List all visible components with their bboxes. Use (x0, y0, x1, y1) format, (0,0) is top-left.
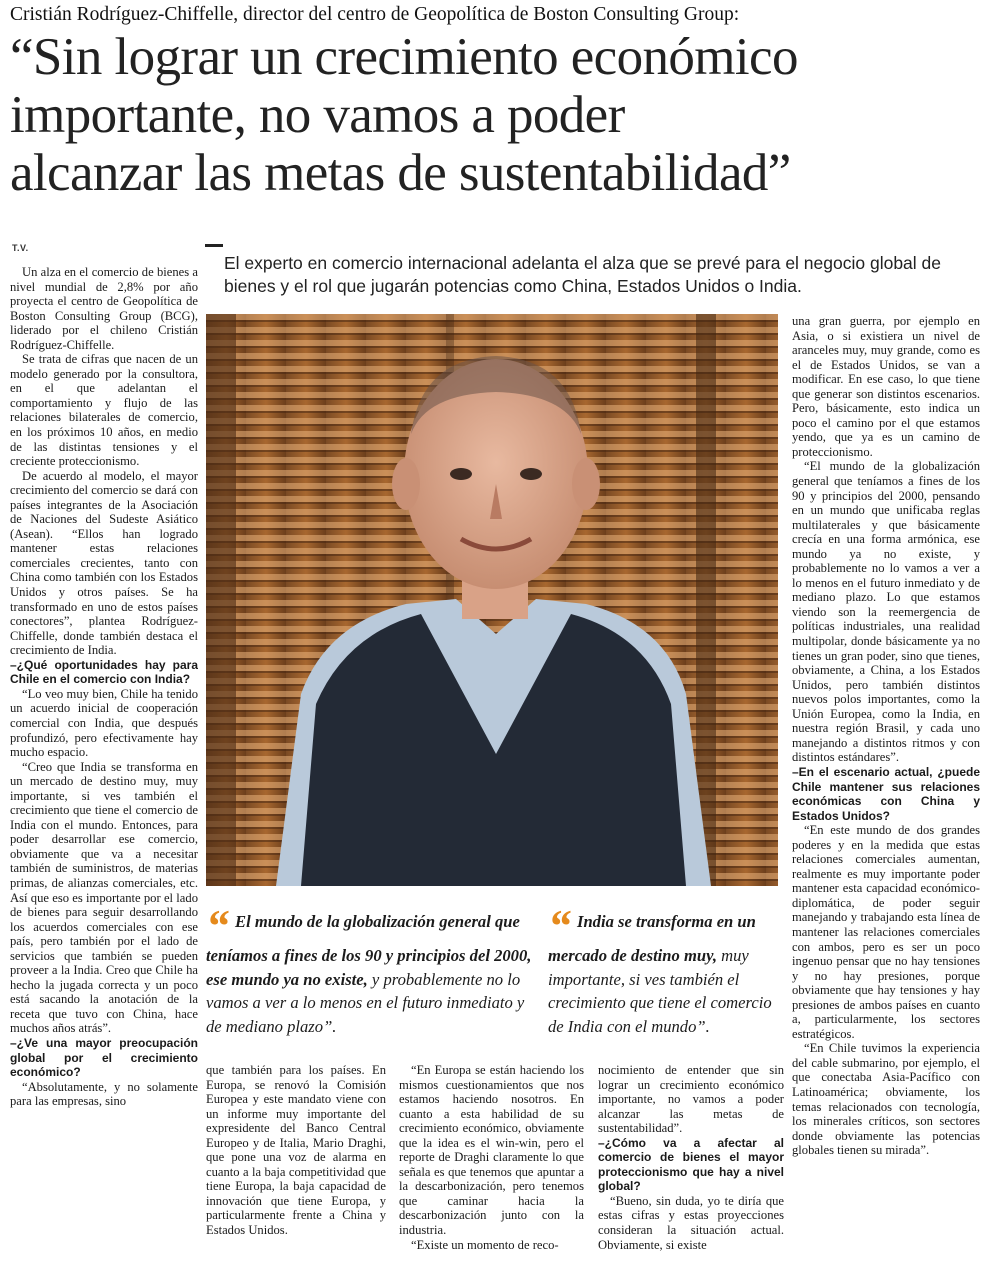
kicker: Cristián Rodríguez-Chiffelle, director del centro de Geopolítica de Boston Consulting Group: (10, 4, 740, 25)
portrait-photo (206, 314, 778, 886)
paragraph: “El mundo de la globalización general que teníamos a fines de los 90 y principios del 2000, pensando en un mundo que unificaba reglas multilaterales y que básicamente crecía en una forma armónica, ese mundo ya no existe, y probablemente no lo vamos a ver a lo menos en el futuro inmediato y de mediano plazo. Lo que estamos viendo son la reemergencia de políticas industriales, una realidad multipolar, donde básicamente ya no tienes un gran poder, sino que tienes, obviamente, a China, a los Estados Unidos, pero también distintos nuevos polos importantes, como la Unión Europea, como la India, en nuestra región Brasil, y cada uno manejando a distintos ritmos y con distintos estándares”. (792, 459, 980, 765)
paragraph: “Lo veo muy bien, Chile ha tenido un acuerdo inicial de cooperación comercial con India, que después profundizó, pero efectivamente hay mucho espacio. (10, 686, 198, 760)
quote-mark-icon: “ (206, 900, 229, 951)
pull-quote-1 (206, 900, 536, 1038)
portrait-illustration (206, 314, 778, 886)
column-1 (10, 265, 198, 1260)
paragraph: “En este mundo de dos grandes poderes y en la medida que estas relaciones comerciales aumentan, realmente es muy importante poder mantener esta capacidad económico-diplomática, de poder seguir manejando y trabajando esta línea de mantener las relaciones comerciales con ambos, pero es ser un poco ingenuo pensar que no hay tensiones y no hay presiones, porque obviamente que hay tensiones y hay presiones de ambos países en cuanto a, particularmente, los sectores estratégicos. (792, 823, 980, 1041)
interview-question: –¿Ve una mayor preocupación global por el crecimiento económico? (10, 1035, 198, 1080)
dek: El experto en comercio internacional adelanta el alza que se prevé para el negocio global de bienes y el rol que jugarán potencias como China, Estados Unidos o India. (224, 253, 941, 296)
pull-quote-2 (548, 900, 788, 1038)
column-5 (792, 314, 980, 1260)
interview-question: –¿Qué oportunidades hay para Chile en el comercio con India? (10, 657, 198, 687)
paragraph: De acuerdo al modelo, el mayor crecimiento del comercio se dará con países integrantes de la Asociación de Naciones del Sudeste Asiático (Asean). “Ellos han logrado mantener estas relaciones comerciales crecientes, tanto con China como también con los Estados Unidos y otros países. Se ha transformado en uno de estos países conectores”, plantea Rodríguez-Chiffelle, donde también destaca el crecimiento de India. (10, 468, 198, 658)
interview-question: –¿Cómo va a afectar al comercio de bienes el mayor proteccionismo que hay a nivel global? (598, 1135, 784, 1194)
interview-question: –En el escenario actual, ¿puede Chile mantener sus relaciones económicas con China y Estados Unidos? (792, 764, 980, 823)
pull-quote-1-bold: El mundo de la globalización general que teníamos a fines de los 90 y principios del 2000, ese mundo ya no existe, (206, 912, 532, 989)
paragraph: que también para los países. En Europa, se renovó la Comisión Europea y este mandato viene con un informe muy importante del expresidente del Banco Central Europeo y de Italia, Mario Draghi, que pone una voz de alarma en cuanto a la baja competitividad que tiene Europa, la baja capacidad de innovación que tiene Europa, y particularmente frente a China y Estados Unidos. (206, 1063, 386, 1238)
column-3 (399, 1063, 584, 1258)
paragraph: “En Europa se están haciendo los mismos cuestionamientos que nos estamos haciendo nosotros. En cuanto a esta habilidad de su crecimiento económico, obviamente que la idea es el win-win, pero el reporte de Draghi claramente lo que señala es que tenemos que apuntar a la descarbonización, pero tenemos que caminar hacia la descarbonización junto con la industria. (399, 1063, 584, 1238)
divider (205, 244, 223, 247)
headline-line: “Sin lograr un crecimiento económico (10, 28, 798, 86)
quote-mark-icon: “ (548, 900, 571, 951)
paragraph: Se trata de cifras que nacen de un modelo generado por la consultora, en el que adelantan el comportamiento y flujo de las relaciones bilaterales de comercio, en los próximos 10 años, en medio de las distintas tensiones y el creciente proteccionismo. (10, 352, 198, 469)
column-2 (206, 1063, 386, 1258)
paragraph: Un alza en el comercio de bienes a nivel mundial de 2,8% por año proyecta el centro de Geopolítica de Boston Consulting Group (BCG), liderado por el chileno Cristián Rodríguez-Chiffelle. (10, 265, 198, 352)
pull-quote-2-bold: India se transforma en un mercado de destino muy, (548, 912, 756, 965)
paragraph: “Absolutamente, y no solamente para las empresas, sino (10, 1079, 198, 1109)
pull-quote-2-rest: muy importante, si ves también el crecimiento que tiene el comercio de India con el mundo”. (548, 946, 772, 1036)
byline: T.V. (12, 243, 29, 253)
headline-line: alcanzar las metas de sustentabilidad” (10, 144, 791, 202)
headline (10, 28, 985, 202)
paragraph: “En Chile tuvimos la experiencia del cable submarino, por ejemplo, el que conectaba Asia-Pacífico con Latinoamérica; obviamente, los temas relacionados con tecnología, los minerales críticos, son sectores donde obviamente las potencias globales tienen su mirada”. (792, 1041, 980, 1158)
headline-line: importante, no vamos a poder (10, 86, 625, 144)
paragraph: una gran guerra, por ejemplo en Asia, o si existiera un nivel de aranceles muy, muy grande, como es el de Estados Unidos, se van a modificar. En ese caso, lo que tiene que generar son distintos escenarios. Pero, básicamente, esto indica un poco el camino por el que estamos yendo, que ya es un camino de proteccionismo. (792, 314, 980, 459)
column-4 (598, 1063, 784, 1258)
paragraph: nocimiento de entender que sin lograr un crecimiento económico importante, no vamos a poder alcanzar las metas de sustentabilidad”. (598, 1063, 784, 1136)
pull-quote-1-rest: y probablemente no lo vamos a ver a lo menos en el futuro inmediato y de mediano plazo”. (206, 969, 525, 1036)
paragraph: “Existe un momento de reco- (411, 1237, 559, 1252)
paragraph: “Creo que India se transforma en un mercado de destino muy, muy importante, si ves también el crecimiento que tiene el comercio de India con el mundo. Entonces, para poder desarrollar ese comercio, obviamente que va a necesitar también de suministros, de materias primas, de alianzas comerciales, etc. Así que eso es importante por el lado de bienes para seguir desarrollando los acuerdos comerciales con ese país, pero también por el lado de servicios que también se pueden proveer a la India. Creo que Chile ha hecho la jugada correcta y un poco está sacando la anotación de la receta que tuvo con China, hace muchos años atrás”. (10, 759, 198, 1036)
paragraph: “Bueno, sin duda, yo te diría que estas cifras y estas proyecciones consideran la situación actual. Obviamente, si existe (598, 1193, 784, 1252)
